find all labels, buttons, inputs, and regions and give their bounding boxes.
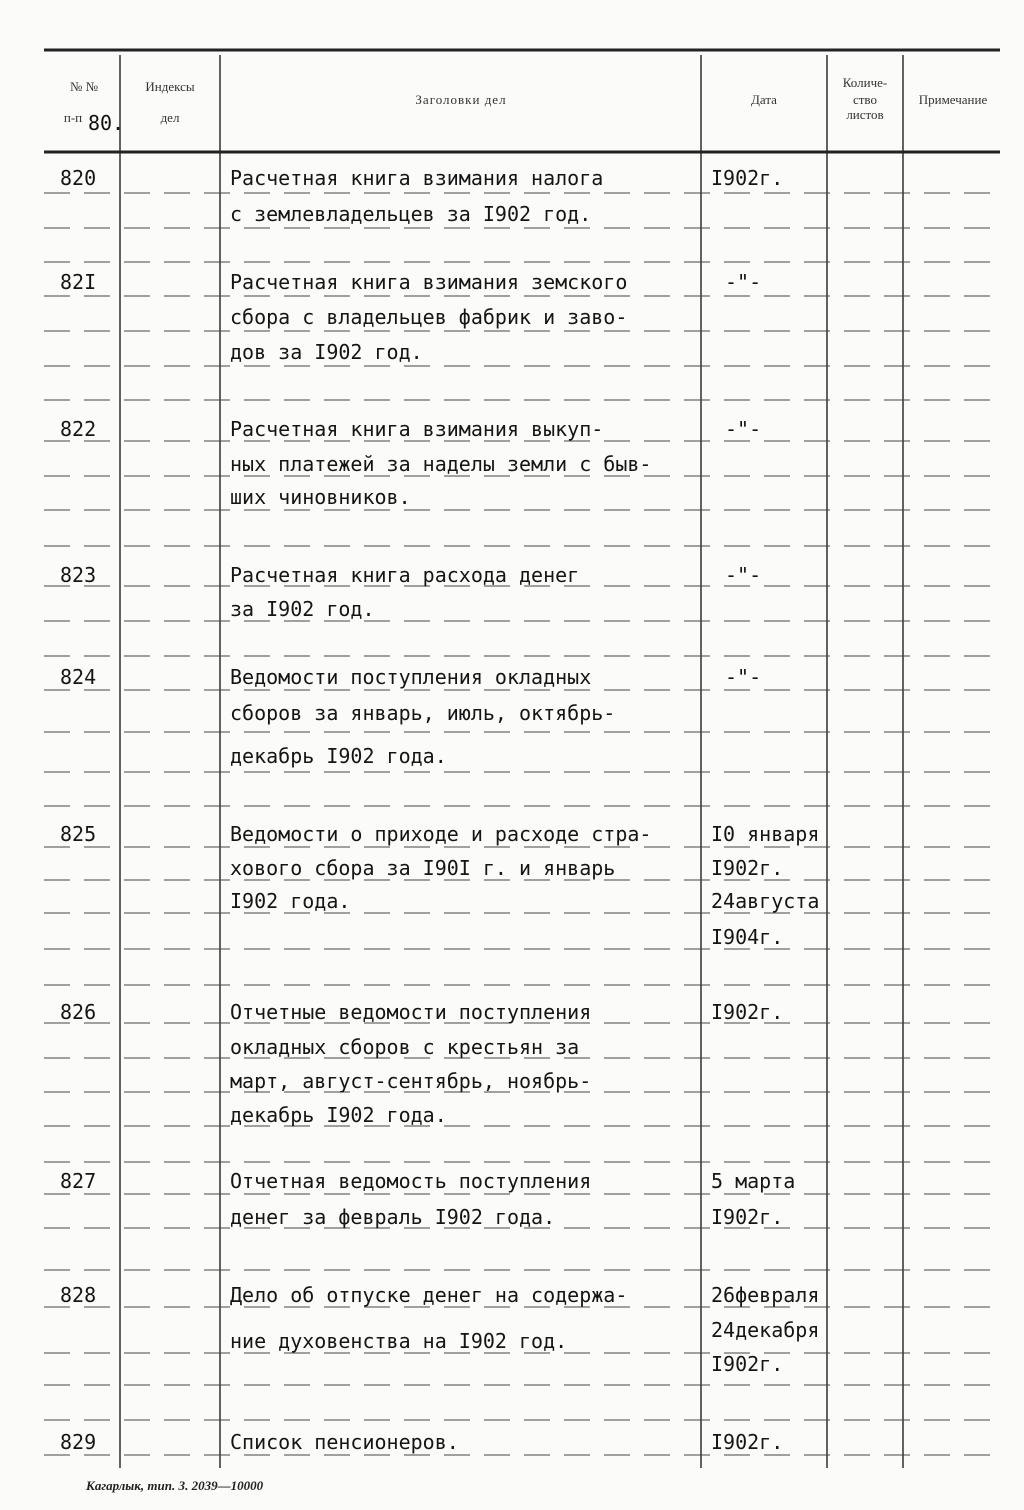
record-date: I902г. (711, 166, 784, 190)
record-title-line: Расчетная книга взимания налога (230, 166, 604, 190)
row-number: 820 (60, 166, 97, 190)
record-title-line: Список пенсионеров. (230, 1430, 459, 1454)
title-column-label: Заголовки дел (415, 92, 507, 107)
index-column-label: Индексы (145, 79, 195, 94)
record-date: I902г. (711, 856, 784, 880)
row-number: 823 (60, 563, 97, 587)
record-title-line: ных платежей за наделы земли с быв- (230, 452, 652, 476)
record-title-line: декабрь I902 года. (230, 744, 447, 768)
record-date: I902г. (711, 1205, 784, 1229)
num-stamp: 80. (87, 111, 125, 135)
date-column-label: Дата (751, 92, 777, 107)
record-date: I904г. (711, 925, 784, 949)
record-title-line: Дело об отпуске денег на содержа- (230, 1283, 628, 1307)
row-number: 827 (60, 1169, 97, 1193)
record-title-line: хового сбора за I90I г. и январь (230, 856, 616, 880)
record-title-line: с землевладельцев за I902 год. (230, 202, 592, 226)
record-title-line: I902 года. (230, 889, 351, 913)
count-column-label-2: ство (852, 92, 877, 107)
row-number: 824 (60, 665, 97, 689)
record-date: 26февраля (711, 1283, 820, 1307)
row-number: 826 (60, 1000, 97, 1024)
record-title-line: Расчетная книга расхода денег (230, 563, 580, 587)
record-title-line: Ведомости поступления окладных (230, 665, 592, 689)
record-title-line: окладных сборов с крестьян за (230, 1035, 580, 1059)
record-title-line: Ведомости о приходе и расходе стра- (230, 822, 652, 846)
record-title-line: декабрь I902 года. (230, 1103, 447, 1127)
row-number: 829 (60, 1430, 97, 1454)
record-title-line: Отчетная ведомость поступления (230, 1169, 592, 1193)
record-title-line: за I902 год. (230, 597, 375, 621)
printer-imprint: Кагарлык, тип. З. 2039—10000 (86, 1478, 264, 1493)
record-title-line: март, август-сентябрь, ноябрь- (230, 1069, 592, 1093)
record-date: I902г. (711, 1000, 784, 1024)
count-column-label-3: листов (846, 107, 884, 122)
record-date: I902г. (711, 1430, 784, 1454)
row-number: 825 (60, 822, 97, 846)
record-title-line: денег за февраль I902 года. (230, 1205, 556, 1229)
row-number: 822 (60, 417, 97, 441)
record-date: -"- (725, 417, 762, 441)
record-date: 5 марта (711, 1169, 796, 1193)
record-title-line: Расчетная книга взимания выкуп- (230, 417, 604, 441)
record-date: I0 января (711, 822, 820, 846)
num-column-sublabel: п-п (63, 110, 83, 125)
num-column-label: № № (69, 79, 99, 94)
record-title-line: Расчетная книга взимания земского (230, 270, 628, 294)
record-title-line: сбора с владельцев фабрик и заво- (230, 305, 628, 329)
record-date: -"- (725, 270, 762, 294)
note-column-label: Примечание (918, 92, 988, 107)
record-date: 24августа (711, 889, 820, 913)
row-number: 828 (60, 1283, 97, 1307)
record-date: -"- (725, 563, 762, 587)
count-column-label-1: Количе- (842, 75, 888, 90)
row-number: 82I (60, 270, 97, 294)
record-title-line: ние духовенства на I902 год. (230, 1329, 568, 1353)
record-date: I902г. (711, 1352, 784, 1376)
record-title-line: сборов за январь, июль, октябрь- (230, 701, 616, 725)
record-title-line: дов за I902 год. (230, 340, 423, 364)
record-date: 24декабря (711, 1318, 820, 1342)
record-date: -"- (725, 665, 762, 689)
record-title-line: Отчетные ведомости поступления (230, 1000, 592, 1024)
record-title-line: ших чиновников. (230, 485, 411, 509)
index-column-sublabel: дел (160, 110, 180, 125)
